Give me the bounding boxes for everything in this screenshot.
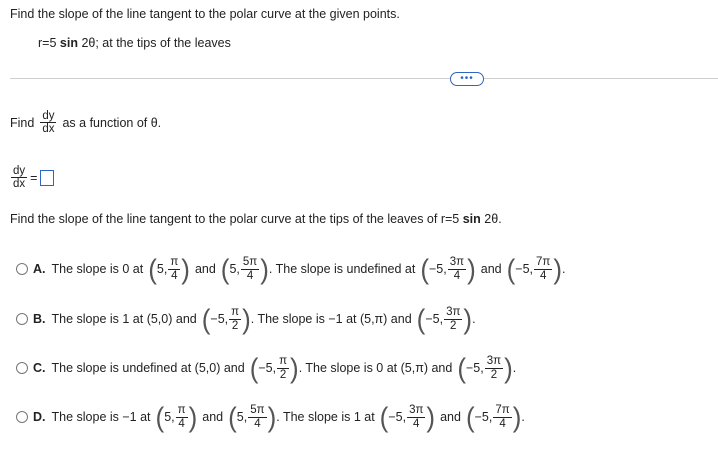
coord-r: −5, [210,312,229,326]
coord-r: 5, [156,262,168,276]
section-divider [10,78,718,79]
option-c-point2: ( −5, $\frac{3\pi}{2}$ ) [457,352,513,384]
option-a-letter: A. [33,262,46,276]
coord-r: 5, [229,262,240,276]
part1-answer-row [10,165,54,190]
question-equation [38,36,231,50]
theta-num: 3π [409,404,424,417]
option-d-radio[interactable] [16,411,28,423]
theta-num: 7π [495,404,510,417]
option-d-point1: ( 5, $\frac{\pi}{4}$ ) [155,401,198,433]
option-c-text1: The slope is undefined at (5,0) and [51,361,245,375]
answer-dy-dx-fraction [11,165,27,190]
coord-r: 5, [236,410,248,424]
part2-text: Find the slope of the line tangent to the polar curve at the tips of the leaves of r=5 [10,212,460,226]
coord-theta [277,355,289,380]
theta-den: 2 [490,368,498,381]
theta-den: 4 [499,417,506,430]
part2-prompt [10,212,502,226]
option-d-and2: and [440,410,461,424]
deriv-numerator: dy [42,110,55,122]
coord-theta [448,256,466,281]
dy-dx-fraction [40,110,56,135]
answer-numerator: dy [13,165,26,177]
answer-input[interactable] [40,170,54,186]
option-d-point4: ( −5, $\frac{7\pi}{4}$ ) [465,401,522,433]
option-d-end: . [521,410,525,424]
coord-theta [485,355,503,380]
coord-r: −5, [474,410,493,424]
more-options-button[interactable]: ••• [450,72,484,86]
option-a-and2: and [480,262,502,276]
option-b[interactable] [16,303,476,335]
option-c-text2: . The slope is 0 at (5,π) and [298,361,453,375]
coord-r: −5, [258,361,277,375]
option-a-text2: . The slope is undefined at [268,262,416,276]
option-a-point2: ( 5, $\frac{5\pi}{4}$ ) [220,253,269,285]
theta-num: π [177,404,186,417]
option-c-point1: ( −5, $\frac{\pi}{2}$ ) [249,352,299,384]
coord-r: 5, [164,410,175,424]
option-b-radio[interactable] [16,313,28,325]
coord-theta [229,306,241,331]
theta-num: 3π [449,256,465,269]
part2-fn: sin [462,212,481,226]
part2-arg: 2θ [484,212,499,226]
theta-num: 3π [486,355,502,368]
option-c[interactable] [16,352,517,384]
option-a-and1: and [194,262,216,276]
theta-num: 7π [536,256,551,269]
part1-label: Find [10,115,35,130]
option-a-point4: ( −5, $\frac{7\pi}{4}$ ) [506,253,563,285]
part1-prompt [10,110,161,135]
theta-den: 4 [413,417,420,430]
coord-theta [241,256,259,281]
option-d-point3: ( −5, $\frac{3\pi}{4}$ ) [379,401,436,433]
option-c-letter: C. [33,361,46,375]
theta-den: 2 [279,368,287,381]
coord-r: −5, [425,312,444,326]
deriv-denominator: dx [42,123,55,136]
theta-den: 4 [171,269,178,282]
theta-num: 3π [446,306,461,319]
option-c-end: . [512,361,517,375]
answer-denominator: dx [13,178,26,191]
theta-num: π [279,355,288,368]
theta-den: 4 [178,417,185,430]
theta-den: 2 [231,319,239,332]
option-d-text2: . The slope is 1 at [276,410,375,424]
theta-den: 4 [246,269,254,282]
option-a[interactable] [16,253,566,285]
option-c-radio[interactable] [16,362,28,374]
theta-num: π [231,306,240,319]
equation-fn: sin [59,36,78,50]
equation-arg: 2θ [81,36,96,50]
equation-suffix: ; at the tips of the leaves [95,36,231,50]
option-d-and1: and [202,410,224,424]
option-d-point2: ( 5, $\frac{5\pi}{4}$ ) [228,401,277,433]
option-a-end: . [562,262,566,276]
option-d-text1: The slope is −1 at [51,410,151,424]
coord-theta [493,404,511,429]
equals-sign: = [30,170,38,185]
option-b-point1: ( −5, $\frac{\pi}{2}$ ) [201,303,251,335]
theta-num: 5π [242,256,258,269]
coord-r: −5, [388,410,407,424]
theta-den: 2 [450,319,457,332]
part1-suffix: as a function of θ. [62,115,162,130]
coord-theta [168,256,180,281]
equation-prefix: r=5 [38,36,57,50]
theta-den: 4 [254,417,261,430]
coord-theta [176,404,188,429]
option-d[interactable] [16,401,525,433]
coord-r: −5, [466,361,484,375]
option-a-point3: ( −5, $\frac{3\pi}{4}$ ) [420,253,476,285]
option-d-letter: D. [33,410,46,424]
option-a-text1: The slope is 0 at [51,262,144,276]
option-a-point1: ( 5, $\frac{\pi}{4}$ ) [148,253,190,285]
option-b-text1: The slope is 1 at (5,0) and [51,312,197,326]
coord-theta [444,306,462,331]
part2-end: . [498,212,502,226]
coord-r: −5, [429,262,447,276]
theta-den: 4 [453,269,461,282]
coord-theta [407,404,425,429]
option-a-radio[interactable] [16,263,28,275]
option-b-text2: . The slope is −1 at (5,π) and [250,312,412,326]
question-prompt: Find the slope of the line tangent to the polar curve at the given points. [10,7,400,21]
theta-num: π [170,256,179,269]
theta-num: 5π [250,404,265,417]
option-b-letter: B. [33,312,46,326]
coord-theta [534,256,552,281]
option-b-point2: ( −5, $\frac{3\pi}{2}$ ) [416,303,473,335]
coord-theta [248,404,266,429]
theta-den: 4 [539,269,547,282]
option-b-end: . [472,312,476,326]
coord-r: −5, [515,262,534,276]
